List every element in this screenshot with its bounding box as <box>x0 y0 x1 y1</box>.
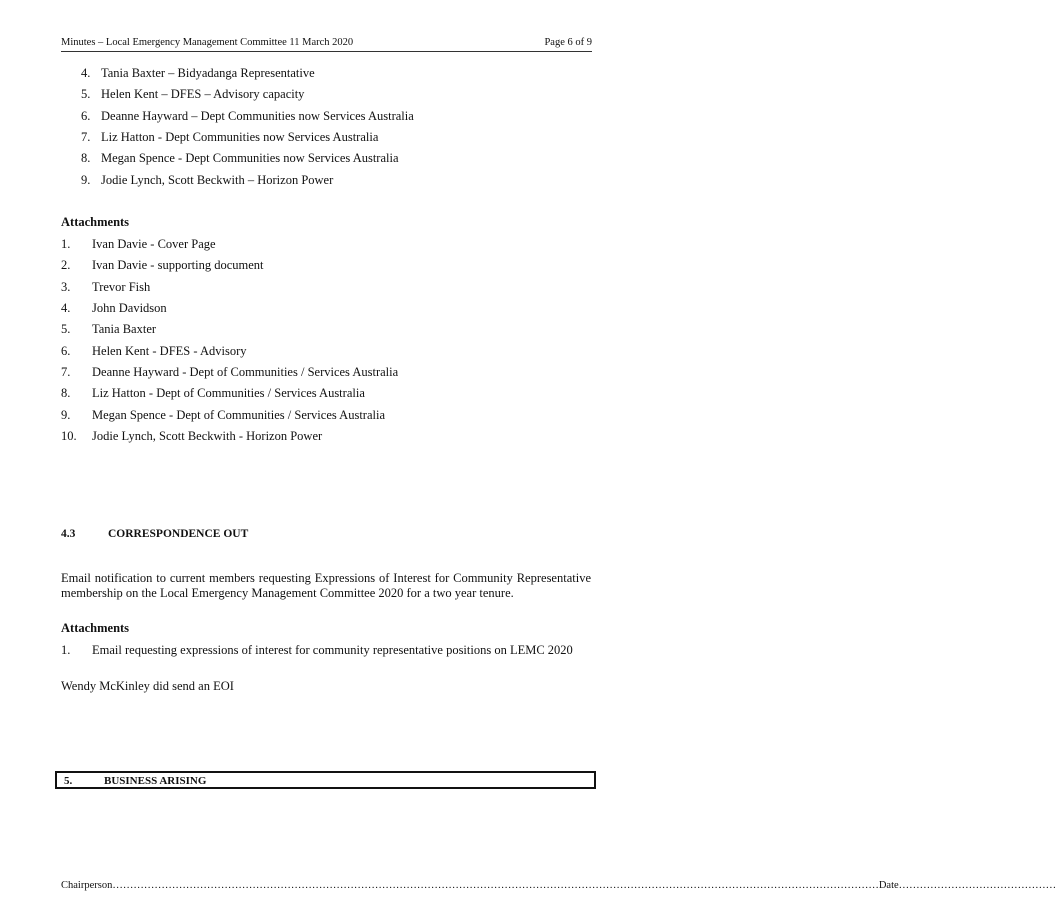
signature-line: Chairperson…………………………………………………………………………………………………………………………………………………………………………………………………Date……………………………………… <box>61 880 1056 891</box>
section-number: 4.3 <box>61 528 76 540</box>
page-header <box>61 37 592 52</box>
section-title: BUSINESS ARISING <box>104 775 207 787</box>
attachment-number: 1. <box>61 643 71 657</box>
header-title: Minutes – Local Emergency Management Committee 11 March 2020 <box>61 37 354 48</box>
section-5-heading-box <box>55 771 596 789</box>
attachments-heading: Attachments <box>61 621 130 635</box>
section-paragraph: Email notification to current members requesting Expressions of Interest for Community Representative membership on the Local Emergency Management Committee 2020 for a two year tenure. <box>61 571 591 600</box>
section-note: Wendy McKinley did send an EOI <box>61 679 234 693</box>
page-number: Page 6 of 9 <box>544 37 592 48</box>
attachment-text: Email requesting expressions of interest for community representative positions on LEMC 2020 <box>92 643 573 657</box>
section-title: CORRESPONDENCE OUT <box>108 528 249 540</box>
attachments-heading: Attachments <box>61 215 130 229</box>
section-number: 5. <box>64 775 73 787</box>
